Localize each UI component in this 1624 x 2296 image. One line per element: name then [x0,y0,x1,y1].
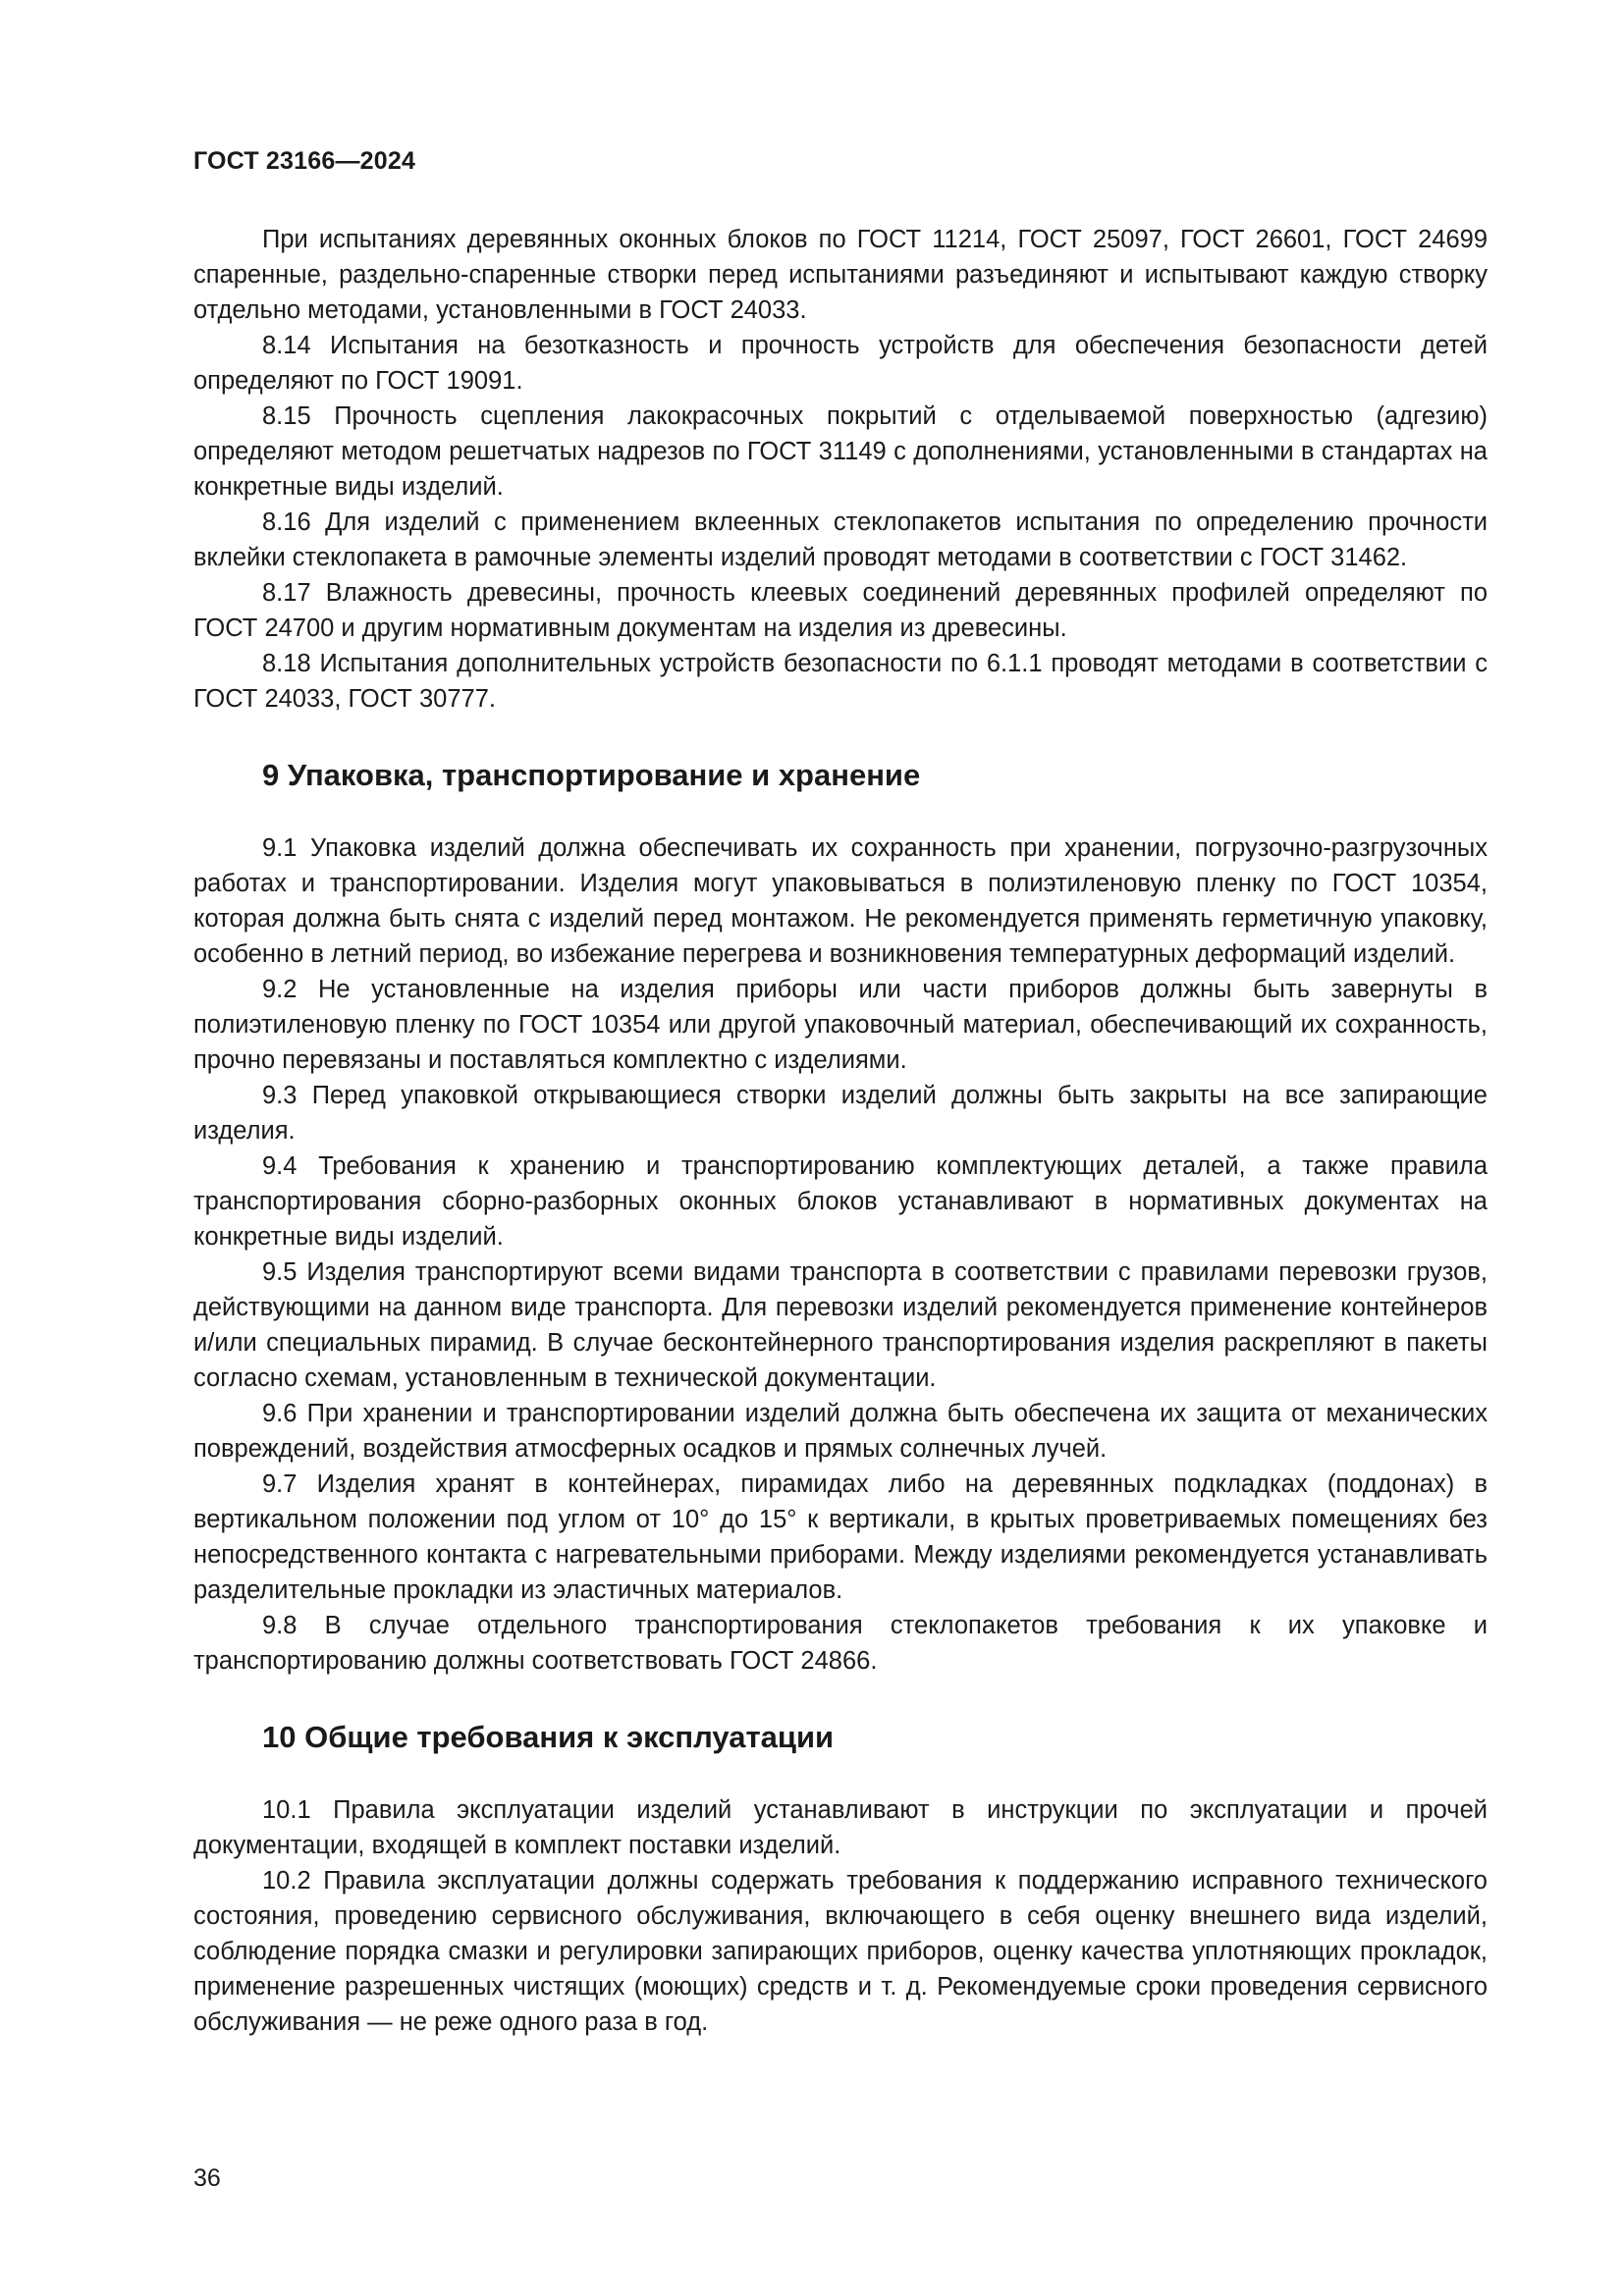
paragraph-8-14: 8.14 Испытания на безотказность и прочность устройств для обеспечения безопасности детей определяют по ГОСТ 19091. [193,332,1488,395]
paragraph-10-1: 10.1 Правила эксплуатации изделий устанавливают в инструкции по эксплуатации и прочей документации, входящей в комплект поставки изделий. [193,1796,1488,1859]
paragraph-9-1: 9.1 Упаковка изделий должна обеспечивать их сохранность при хранении, погрузочно-разгрузочных работах и транспортировании. Изделия могут упаковываться в полиэтиленовую пленку по ГОСТ 10354, которая должна быть снята с изделий перед монтажом. Не рекомендуется применять герметичную упаковку, особенно в летний период, во избежание перегрева и возникновения температурных деформаций изделий. [193,834,1488,968]
paragraph-8-13-cont: При испытаниях деревянных оконных блоков по ГОСТ 11214, ГОСТ 25097, ГОСТ 26601, ГОСТ 24699 спаренные, раздельно-спаренные створки перед испытаниями разъединяют и испытывают каждую створку отдельно методами, установленными в ГОСТ 24033. [193,226,1488,324]
section-9-heading: 9 Упаковка, транспортирование и хранение [262,758,921,792]
paragraph-9-4: 9.4 Требования к хранению и транспортированию комплектующих деталей, а также правила транспортирования сборно-разборных оконных блоков устанавливают в нормативных документах на конкретные виды изделий. [193,1152,1488,1251]
paragraph-9-7: 9.7 Изделия хранят в контейнерах, пирамидах либо на деревянных подкладках (поддонах) в вертикальном положении под углом от 10° до 15° к вертикали, в крытых проветриваемых помещениях без непосредственного контакта с нагревательными приборами. Между изделиями рекомендуется устанавливать разделительные прокладки из эластичных материалов. [193,1470,1488,1604]
paragraph-8-18: 8.18 Испытания дополнительных устройств безопасности по 6.1.1 проводят методами в соответствии с ГОСТ 24033, ГОСТ 30777. [193,650,1488,713]
paragraph-9-3: 9.3 Перед упаковкой открывающиеся створки изделий должны быть закрыты на все запирающие изделия. [193,1082,1488,1145]
document-header-id: ГОСТ 23166—2024 [193,147,416,175]
paragraph-8-16: 8.16 Для изделий с применением вклеенных стеклопакетов испытания по определению прочности вклейки стеклопакета в рамочные элементы изделий проводят методами в соответствии с ГОСТ 31462. [193,508,1488,571]
paragraph-8-15: 8.15 Прочность сцепления лакокрасочных покрытий с отделываемой поверхностью (адгезию) определяют методом решетчатых надрезов по ГОСТ 31149 с дополнениями, установленными в стандартах на конкретные виды изделий. [193,402,1488,501]
section-10-heading: 10 Общие требования к эксплуатации [262,1720,835,1754]
paragraph-9-5: 9.5 Изделия транспортируют всеми видами транспорта в соответствии с правилами перевозки грузов, действующими на данном виде транспорта. Для перевозки изделий рекомендуется применение контейнеров и/или специальных пирамид. В случае бесконтейнерного транспортирования изделия раскрепляют в пакеты согласно схемам, установленным в технической документации. [193,1258,1488,1392]
paragraph-9-8: 9.8 В случае отдельного транспортирования стеклопакетов требования к их упаковке и транспортированию должны соответствовать ГОСТ 24866. [193,1612,1488,1675]
paragraph-8-17: 8.17 Влажность древесины, прочность клеевых соединений деревянных профилей определяют по ГОСТ 24700 и другим нормативным документам на изделия из древесины. [193,579,1488,642]
document-body [193,222,1488,2040]
paragraph-9-2: 9.2 Не установленные на изделия приборы или части приборов должны быть завернуты в полиэтиленовую пленку по ГОСТ 10354 или другой упаковочный материал, обеспечивающий их сохранность, прочно перевязаны и поставляться комплектно с изделиями. [193,976,1488,1074]
page-number: 36 [193,2164,221,2192]
paragraph-10-2: 10.2 Правила эксплуатации должны содержать требования к поддержанию исправного технического состояния, проведению сервисного обслуживания, включающего в себя оценку внешнего вида изделий, соблюдение порядка смазки и регулировки запирающих приборов, оценку качества уплотняющих прокладок, применение разрешенных чистящих (моющих) средств и т. д. Рекомендуемые сроки проведения сервисного обслуживания — не реже одного раза в год. [193,1867,1488,2036]
paragraph-9-6: 9.6 При хранении и транспортировании изделий должна быть обеспечена их защита от механических повреждений, воздействия атмосферных осадков и прямых солнечных лучей. [193,1400,1488,1463]
